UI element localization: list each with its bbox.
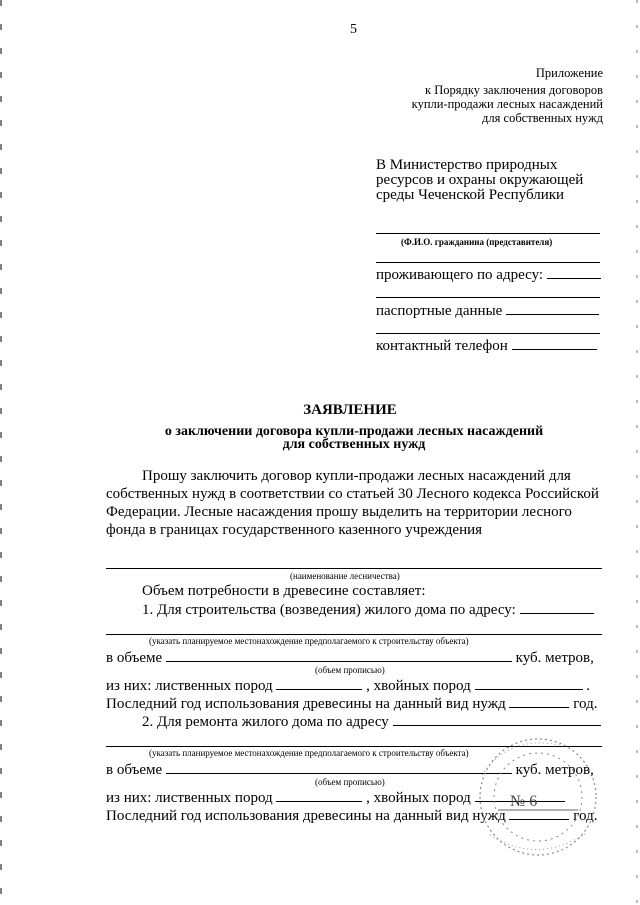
item-2-year-suffix: год. xyxy=(573,808,598,824)
item-2-volume-prefix: в объеме xyxy=(106,762,163,778)
address-field xyxy=(376,266,601,284)
address-blank xyxy=(547,266,601,279)
item-2-volume-suffix: куб. метров, xyxy=(515,762,594,778)
item-2-volume-caption: (объем прописью) xyxy=(315,777,385,787)
item-1-location-caption: (указать планируемое местонахождение предполагаемого к строительству объекта) xyxy=(149,636,469,646)
item-1 xyxy=(142,601,594,619)
addressee-line-2: ресурсов и охраны окружающей xyxy=(376,172,584,188)
body-line-3: Федерации. Лесные насаждения прошу выделить на территории лесного xyxy=(106,504,572,520)
item-2-location-caption: (указать планируемое местонахождение предполагаемого к строительству объекта) xyxy=(149,748,469,758)
passport-label: паспортные данные xyxy=(376,303,503,319)
passport-extra-line xyxy=(376,333,600,334)
item-1-text: 1. Для строительства (возведения) жилого дома по адресу: xyxy=(142,602,516,618)
body-line-1: Прошу заключить договор купли-продажи лесных насаждений для xyxy=(142,468,571,484)
passport-field xyxy=(376,302,599,320)
item-1-volume-suffix: куб. метров, xyxy=(515,650,594,666)
item-1-deciduous-label: из них: лиственных пород xyxy=(106,678,273,694)
appendix-line-1: к Порядку заключения договоров xyxy=(425,83,603,97)
appendix-line-3: для собственных нужд xyxy=(482,111,603,125)
fio-caption: (Ф.И.О. гражданина (представителя) xyxy=(401,237,553,247)
stamp-graphic xyxy=(468,715,600,865)
item-1-deciduous-blank xyxy=(276,677,362,690)
item-2-volume-blank xyxy=(166,761,512,774)
phone-blank xyxy=(512,337,597,350)
item-2-deciduous-label: из них: лиственных пород xyxy=(106,790,273,806)
body-line-4: фонда в границах государственного казенного учреждения xyxy=(106,522,483,538)
addressee-line-1: В Министерство природных xyxy=(376,157,558,173)
address-label: проживающего по адресу: xyxy=(376,267,544,283)
address-extra-line xyxy=(376,297,600,298)
round-stamp xyxy=(468,715,600,865)
item-1-volume-caption: (объем прописью) xyxy=(315,665,385,675)
item-2-conifer-label: , хвойных пород xyxy=(366,790,471,806)
item-1-species: из них: лиственных пород , хвойных пород . xyxy=(106,678,591,694)
item-1-conifer-label: , хвойных пород xyxy=(366,678,471,694)
item-1-volume-prefix: в объеме xyxy=(106,650,163,666)
phone-field xyxy=(376,337,597,355)
item-2-deciduous-blank xyxy=(276,789,362,802)
page-number: 5 xyxy=(350,22,357,37)
forestry-caption: (наименование лесничества) xyxy=(290,571,400,581)
item-1-volume-blank xyxy=(166,649,512,662)
appendix-title: Приложение xyxy=(535,66,603,80)
item-1-location-line xyxy=(106,634,602,635)
item-1-conifer-blank xyxy=(475,677,583,690)
document-subtitle-1: о заключении договора купли-продажи лесных насаждений xyxy=(164,424,544,439)
passport-blank xyxy=(506,302,599,315)
item-1-last-year-blank xyxy=(509,695,569,708)
item-1-last-year-label: Последний год использования древесины на данный вид нужд xyxy=(106,696,506,712)
document-title: ЗАЯВЛЕНИЕ xyxy=(303,402,397,418)
item-2-text: 2. Для ремонта жилого дома по адресу xyxy=(142,714,389,730)
fio-extra-line xyxy=(376,262,600,263)
body-line-2: собственных нужд в соответствии со статьей 30 Лесного кодекса Российской xyxy=(106,486,599,502)
fio-line xyxy=(376,233,600,234)
forestry-line xyxy=(106,568,602,569)
item-1-last-year xyxy=(106,695,597,713)
item-2-last-year-label: Последний год использования древесины на данный вид нужд xyxy=(106,808,506,824)
item-1-blank xyxy=(520,601,594,614)
item-1-year-suffix: год. xyxy=(573,696,598,712)
phone-label: контактный телефон xyxy=(376,338,508,354)
document-subtitle-2: для собственных нужд xyxy=(282,437,426,452)
stamp-number: № 6 xyxy=(510,793,538,810)
volume-intro: Объем потребности в древесине составляет: xyxy=(142,583,426,599)
appendix-line-2: купли-продажи лесных насаждений xyxy=(411,97,603,111)
addressee-line-3: среды Чеченской Республики xyxy=(376,187,565,203)
